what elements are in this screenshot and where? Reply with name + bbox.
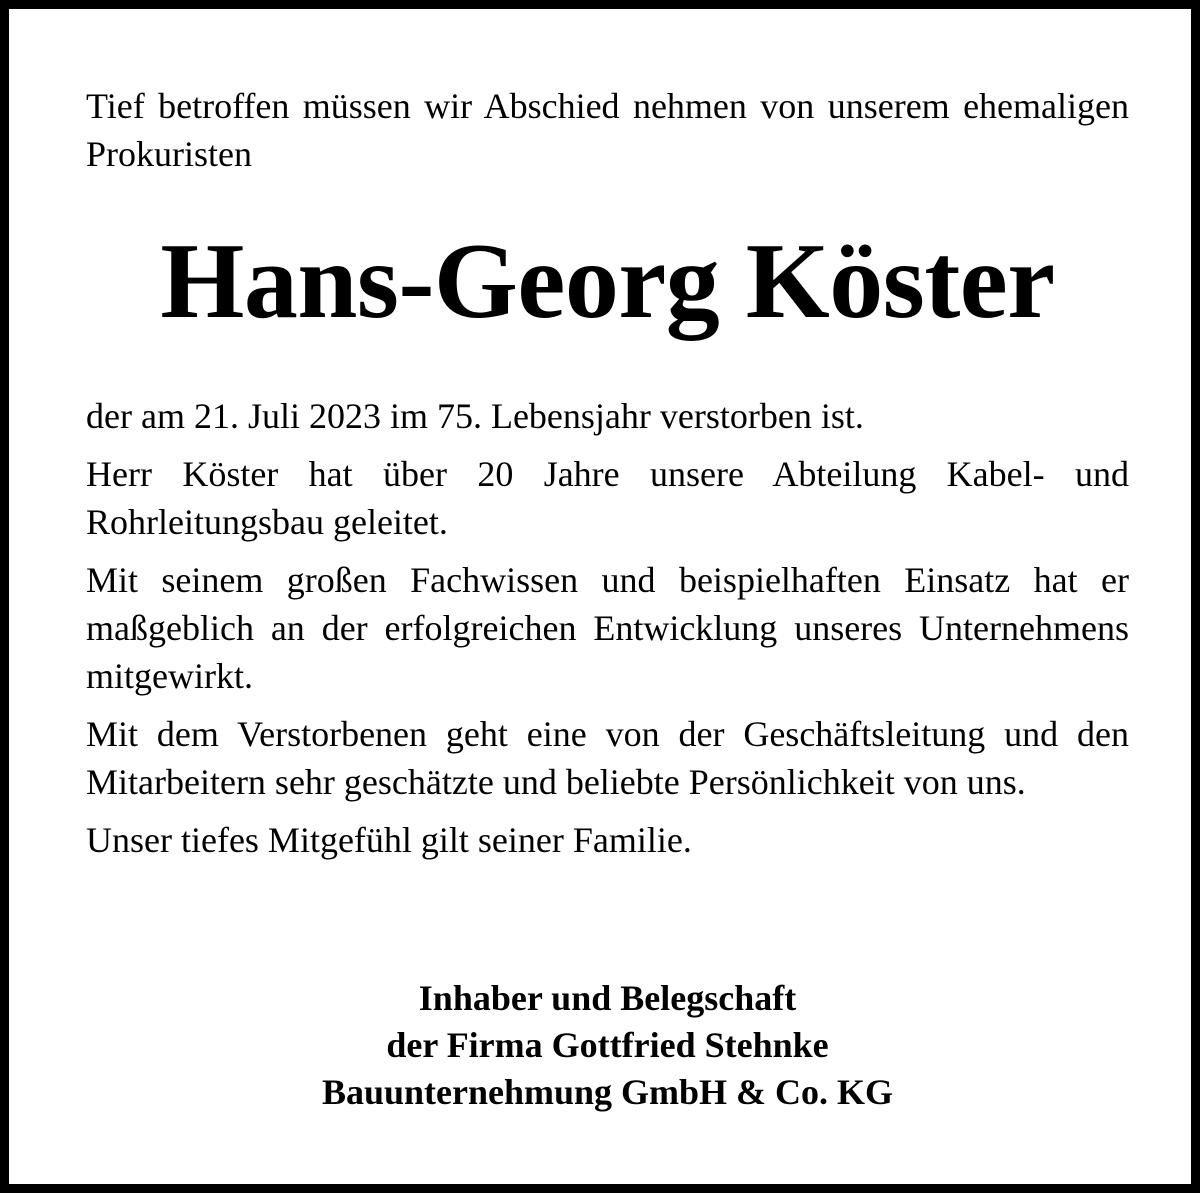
intro-text: Tief betroffen müssen wir Abschied nehmen von unserem ehemaligen Prokuristen [86, 86, 1129, 174]
personality-paragraph: Mit dem Verstorbenen geht eine von der Geschäftsleitung und den Mitarbeitern sehr geschätzte und beliebte Persönlichkeit von uns. [86, 714, 1129, 802]
notice-body [86, 392, 1129, 874]
condolence-paragraph: Unser tiefes Mitgefühl gilt seiner Familie. [86, 820, 692, 860]
signature-block [86, 975, 1129, 1116]
death-date-paragraph: der am 21. Juli 2023 im 75. Lebensjahr verstorben ist. [86, 396, 864, 436]
role-paragraph: Herr Köster hat über 20 Jahre unsere Abteilung Kabel- und Rohrleitungsbau geleitet. [86, 454, 1129, 542]
signature-line: Bauunternehmung GmbH & Co. KG [321, 1072, 894, 1112]
signature-line: der Firma Gottfried Stehnke [386, 1025, 829, 1065]
deceased-name: Hans-Georg Köster [160, 222, 1055, 341]
signature-line: Inhaber und Belegschaft [418, 978, 797, 1018]
merit-paragraph: Mit seinem großen Fachwissen und beispielhaften Einsatz hat er maßgeblich an der erfolgreichen Entwicklung unseres Unternehmens mitgewirkt. [86, 560, 1129, 696]
